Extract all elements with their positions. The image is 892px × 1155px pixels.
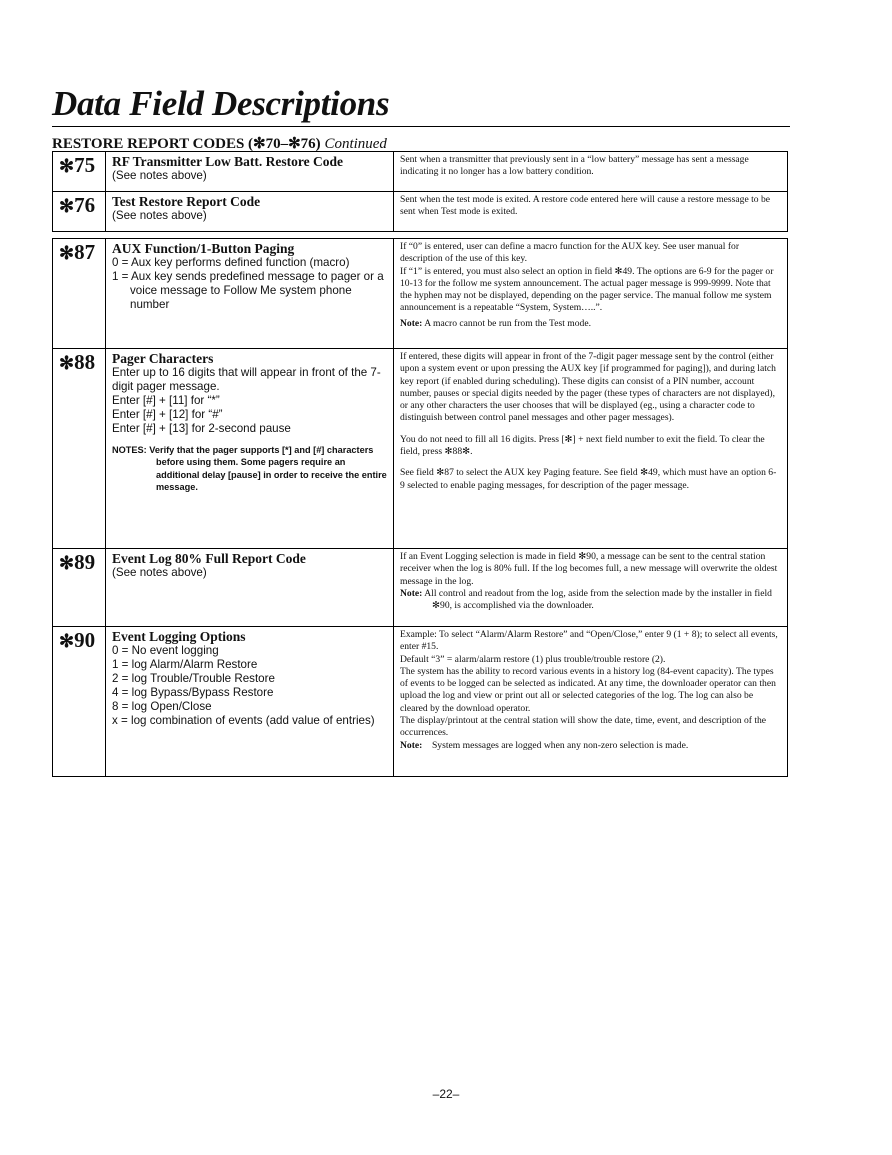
section-continued-label: Continued [324, 136, 387, 152]
field-number-75 [59, 155, 99, 176]
pager-entry-star: Enter [#] + [11] for “*” [112, 394, 220, 407]
pager-instruction: Enter up to 16 digits that will appear in front of the 7-digit pager message. [112, 366, 381, 393]
field-description-87 [400, 241, 781, 330]
field-description-90 [400, 629, 781, 752]
field-row-89 [53, 549, 788, 627]
field-description-76: Sent when the test mode is exited. A restore code entered here will cause a restore message to be sent when Test mode is exited. [400, 194, 771, 218]
option-2: 2 = log Trouble/Trouble Restore [112, 672, 275, 685]
title-divider [52, 126, 790, 127]
field-note-75: (See notes above) [112, 169, 207, 182]
field-number-90 [59, 630, 99, 651]
option-1: 1 = log Alarm/Alarm Restore [112, 658, 258, 671]
field-note-89: (See notes above) [112, 566, 207, 579]
asterisk-icon: ✻ [59, 243, 75, 263]
field-number-76 [59, 195, 99, 216]
section-heading-text: RESTORE REPORT CODES (✻70–✻76) [52, 136, 321, 152]
note-label: Note: [400, 587, 423, 599]
asterisk-icon: ✻ [59, 196, 75, 216]
description-paragraph: The system has the ability to record various events in a history log (84-event capacity). The types of events to be logged can be selected as indicated. At any time, the downloader operator can then upload the log and view or print out all or selected categories of the log. The log can also be cleared by the download operator. [400, 665, 776, 714]
field-name-90: Event Logging Options [112, 629, 246, 644]
page-number: –22– [432, 1087, 460, 1101]
note-label: Note: [400, 317, 423, 329]
field-row-88 [53, 349, 788, 549]
option-0: 0 = Aux key performs defined function (macro) [112, 256, 350, 269]
field-row-87 [53, 239, 788, 349]
field-name-89: Event Log 80% Full Report Code [112, 551, 306, 566]
pager-entry-pause: Enter [#] + [13] for 2-second pause [112, 422, 291, 435]
field-number-text: 87 [74, 240, 96, 264]
pager-entry-pound: Enter [#] + [12] for “#” [112, 408, 223, 421]
description-paragraph: See field ✻87 to select the AUX key Paging feature. See field ✻49, which must have an option 6-9 selected to enable paging messages, for description of the pager message. [400, 467, 777, 491]
field-name-75: RF Transmitter Low Batt. Restore Code [112, 154, 343, 169]
field-row-90 [53, 627, 788, 777]
note-text: All control and readout from the log, aside from the selection made by the installer in field ✻90, is accomplished via the downloader. [424, 587, 772, 612]
description-paragraph: The display/printout at the central station will show the date, time, event, and description of the occurrences. [400, 715, 767, 739]
field-number-text: 89 [74, 550, 96, 574]
option-4: 4 = log Bypass/Bypass Restore [112, 686, 274, 699]
field-number-text: 90 [74, 628, 96, 652]
description-paragraph: You do not need to fill all 16 digits. Press [✻] + next field number to exit the field. To clear the field, press ✻88✻. [400, 433, 765, 458]
page-title: Data Field Descriptions [52, 84, 390, 123]
description-paragraph: If an Event Logging selection is made in field ✻90, a message can be sent to the central station receiver when the log is 80% full. If the log becomes full, a new message will overwrite the oldest message in the log. [400, 551, 778, 587]
field-number-text: 88 [74, 350, 96, 374]
description-paragraph: Default “3” = alarm/alarm restore (1) plus trouble/trouble restore (2). [400, 653, 666, 665]
asterisk-icon: ✻ [59, 353, 75, 373]
description-paragraph: Example: To select “Alarm/Alarm Restore” and “Open/Close,” enter 9 (1 + 8); to select all events, enter #15. [400, 629, 778, 653]
note-text: A macro cannot be run from the Test mode. [424, 317, 591, 329]
option-1: 1 = Aux key sends predefined message to pager or a voice message to Follow Me system phone number [112, 270, 384, 311]
description-note [400, 588, 781, 613]
field-row-75 [53, 152, 788, 192]
field-row-76 [53, 192, 788, 232]
description-paragraph: If “0” is entered, user can define a macro function for the AUX key. See user manual for description of the use of this key. [400, 241, 740, 265]
field-name-87: AUX Function/1-Button Paging [112, 241, 295, 256]
field-description-89 [400, 551, 781, 612]
asterisk-icon: ✻ [59, 553, 75, 573]
description-note [400, 318, 781, 330]
field-number-87 [59, 242, 99, 263]
field-number-88 [59, 352, 99, 373]
field-descriptions-table [52, 238, 788, 777]
option-0: 0 = No event logging [112, 644, 219, 657]
option-8: 8 = log Open/Close [112, 700, 212, 713]
field-number-text: 76 [74, 193, 96, 217]
field-number-89 [59, 552, 99, 573]
note-text: System messages are logged when any non-zero selection is made. [431, 739, 689, 751]
description-paragraph: If “1” is entered, you must also select an option in field ✻49. The options are 6-9 for the pager or 10-13 for the follow me system announcement. The actual pager message is 999-9999. Note that the hyphen may not be displayed, depending on the pager service. The manual follow me system announcement is a repeatable “System, System…..”. [400, 265, 774, 314]
asterisk-icon: ✻ [59, 156, 75, 176]
note-label: Note: [400, 739, 423, 751]
field-description-75: Sent when a transmitter that previously sent in a “low battery” message has sent a message indicating it no longer has a low battery condition. [400, 154, 749, 178]
restore-codes-table [52, 151, 788, 232]
field-name-88: Pager Characters [112, 351, 214, 366]
field-number-text: 75 [74, 153, 96, 177]
field-name-76: Test Restore Report Code [112, 194, 261, 209]
pager-notes: NOTES: Verify that the pager supports [*] and [#] characters before using them. Some pagers require an additional delay [pause] in order to receive the entire message. [112, 445, 387, 493]
option-x: x = log combination of events (add value of entries) [112, 714, 375, 727]
field-description-88 [400, 351, 781, 492]
description-paragraph: If entered, these digits will appear in front of the 7-digit pager message sent by the control (either upon a system event or upon pressing the AUX key [if programmed for paging]), and during latch key report (if enabled during scheduling). These digits can consist of a PIN number, account number, pauses or special digits needed by the pager (these types of characters are not displayed), or any other characters the user chooses that will be displayed (eg., using a character code to distinguish between control panel messages and other pager messages). [400, 351, 776, 424]
field-note-76: (See notes above) [112, 209, 207, 222]
description-note [400, 740, 781, 752]
asterisk-icon: ✻ [59, 631, 75, 651]
